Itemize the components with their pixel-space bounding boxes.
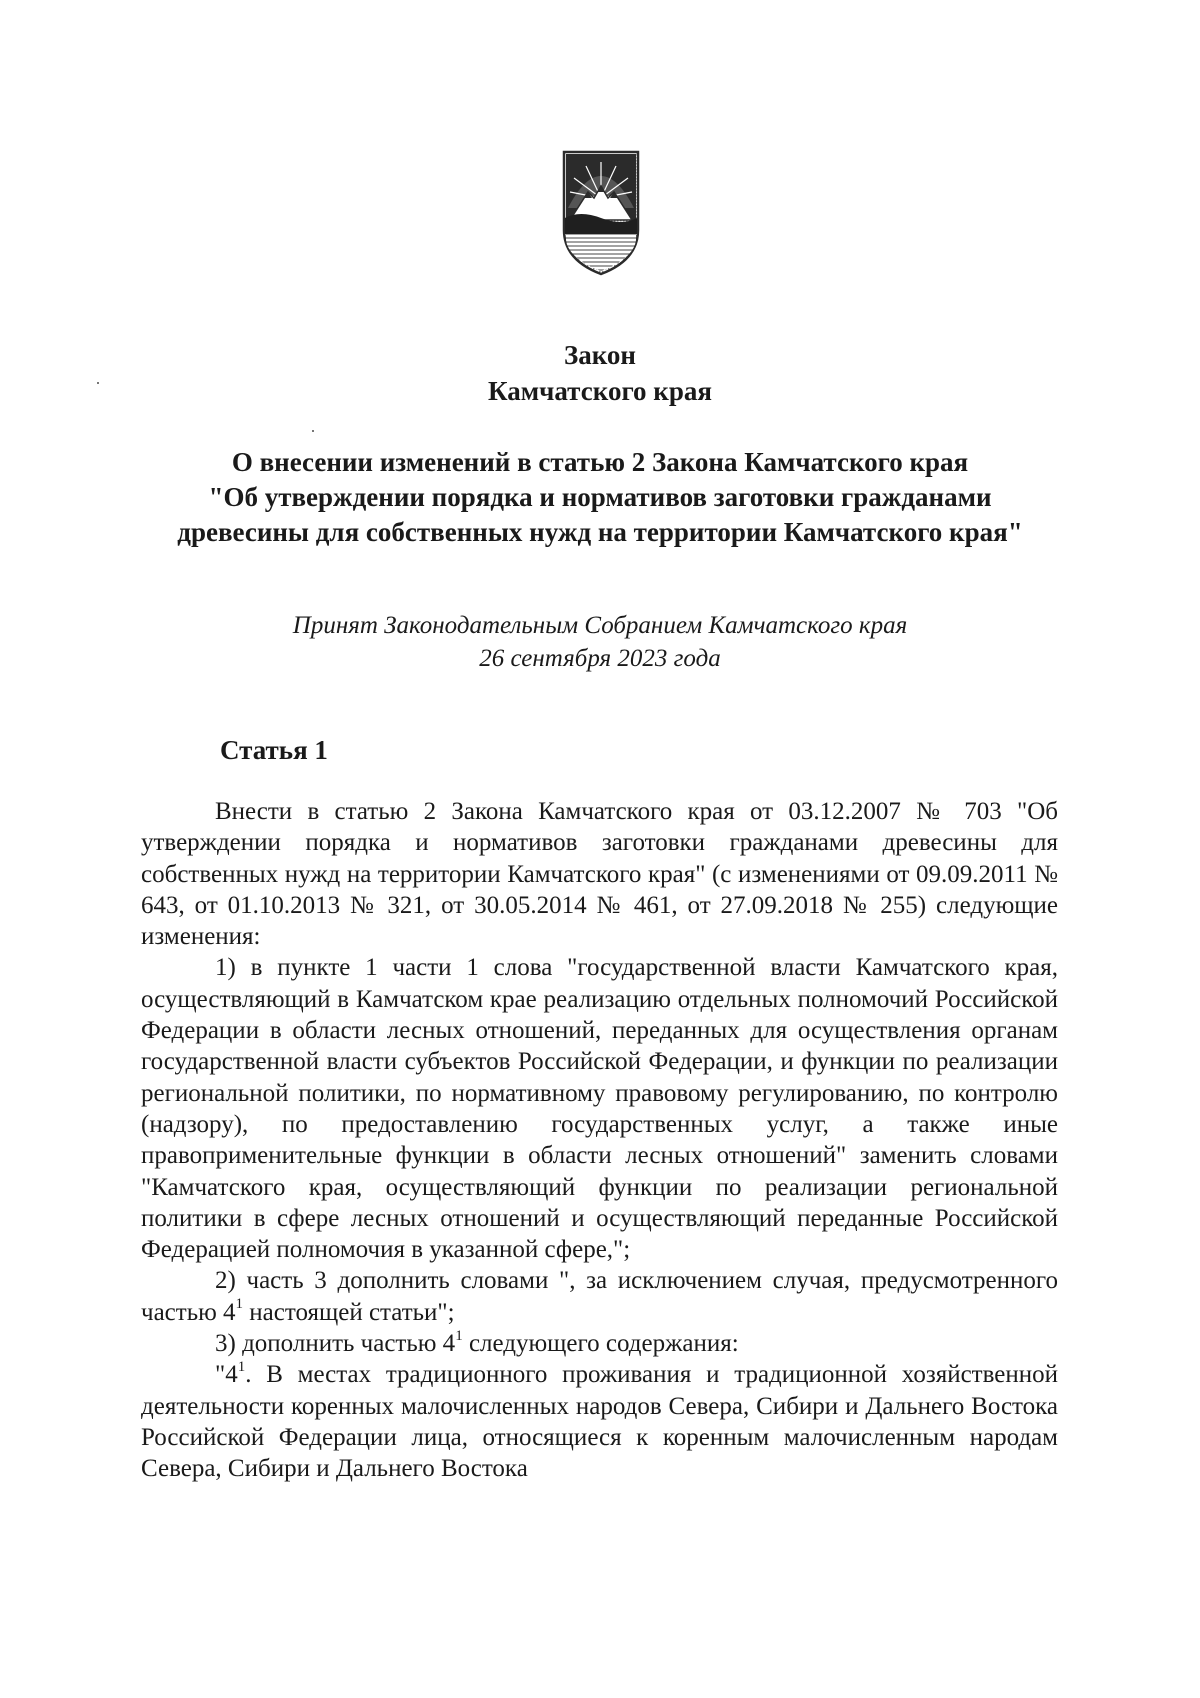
item2-text-end: настоящей статьи"; [243, 1298, 455, 1326]
law-region: Камчатского края [488, 376, 712, 406]
adoption-body: Принят Законодательным Собранием Камчатского края [292, 612, 908, 639]
item2-text: 2) часть 3 дополнить словами ", за исключением случая, предусмотренного частью 4 [141, 1267, 1058, 1326]
adoption-note [0, 609, 1200, 675]
item4-text: "4 [215, 1361, 238, 1389]
item3-text-end: следующего содержания: [462, 1330, 739, 1358]
item2-superscript: 1 [235, 1296, 244, 1313]
item4-text-end: . В местах традиционного проживания и традиционной хозяйственной деятельности коренных малочисленных народов Севера, Сибири и Дальнего Востока Российской Федерации лица, относящиеся к коренным малочисленным народам Севера, Сибири и Дальнего Востока [141, 1361, 1058, 1483]
subject-line-2: "Об утверждении порядка и нормативов заготовки гражданами [208, 482, 992, 512]
coat-of-arms-icon [560, 148, 642, 278]
subject-line-1: О внесении изменений в статью 2 Закона Камчатского края [231, 447, 969, 477]
item4-superscript: 1 [237, 1359, 246, 1376]
article-item-1: 1) в пункте 1 части 1 слова "государственной власти Камчатского края, осуществляющий в Камчатском крае реализацию отдельных полномочий Российской Федерации в области лесных отношений, переданных для осуществления органам государственной власти субъектов Российской Федерации, и функции по реализации региональной политики, по нормативному правовому регулированию, по контролю (надзору), по предоставлению государственных услуг, а также иные правоприменительные функции в области лесных отношений" заменить словами "Камчатского края, осуществляющий функции по реализации региональной политики в сфере лесных отношений и осуществляющий переданные Российской Федерацией полномочия в указанной сфере,"; [141, 954, 1058, 1264]
adoption-date: 26 сентября 2023 года [479, 645, 721, 672]
item3-text: 3) дополнить частью 4 [215, 1330, 456, 1358]
article-intro: Внести в статью 2 Закона Камчатского края от 03.12.2007 № 703 "Об утверждении порядка и нормативов заготовки гражданами древесины для собственных нужд на территории Камчатского края" (с изменениями от 09.09.2011 № 643, от 01.10.2013 № 321, от 30.05.2014 № 461, от 27.09.2018 № 255) следующие изменения: [141, 798, 1058, 951]
article-item-4 [141, 1359, 1058, 1484]
scan-speck [312, 430, 314, 432]
law-title [0, 337, 1200, 409]
subject-line-3: древесины для собственных нужд на территории Камчатского края" [177, 517, 1023, 547]
law-type: Закон [563, 340, 636, 370]
article-item-2 [141, 1265, 1058, 1328]
article-body [141, 796, 1058, 1485]
article-heading: Статья 1 [220, 735, 328, 765]
scan-speck [97, 382, 99, 384]
item3-superscript: 1 [455, 1327, 463, 1344]
law-subject [120, 445, 1080, 550]
article-item-3 [141, 1328, 1058, 1359]
